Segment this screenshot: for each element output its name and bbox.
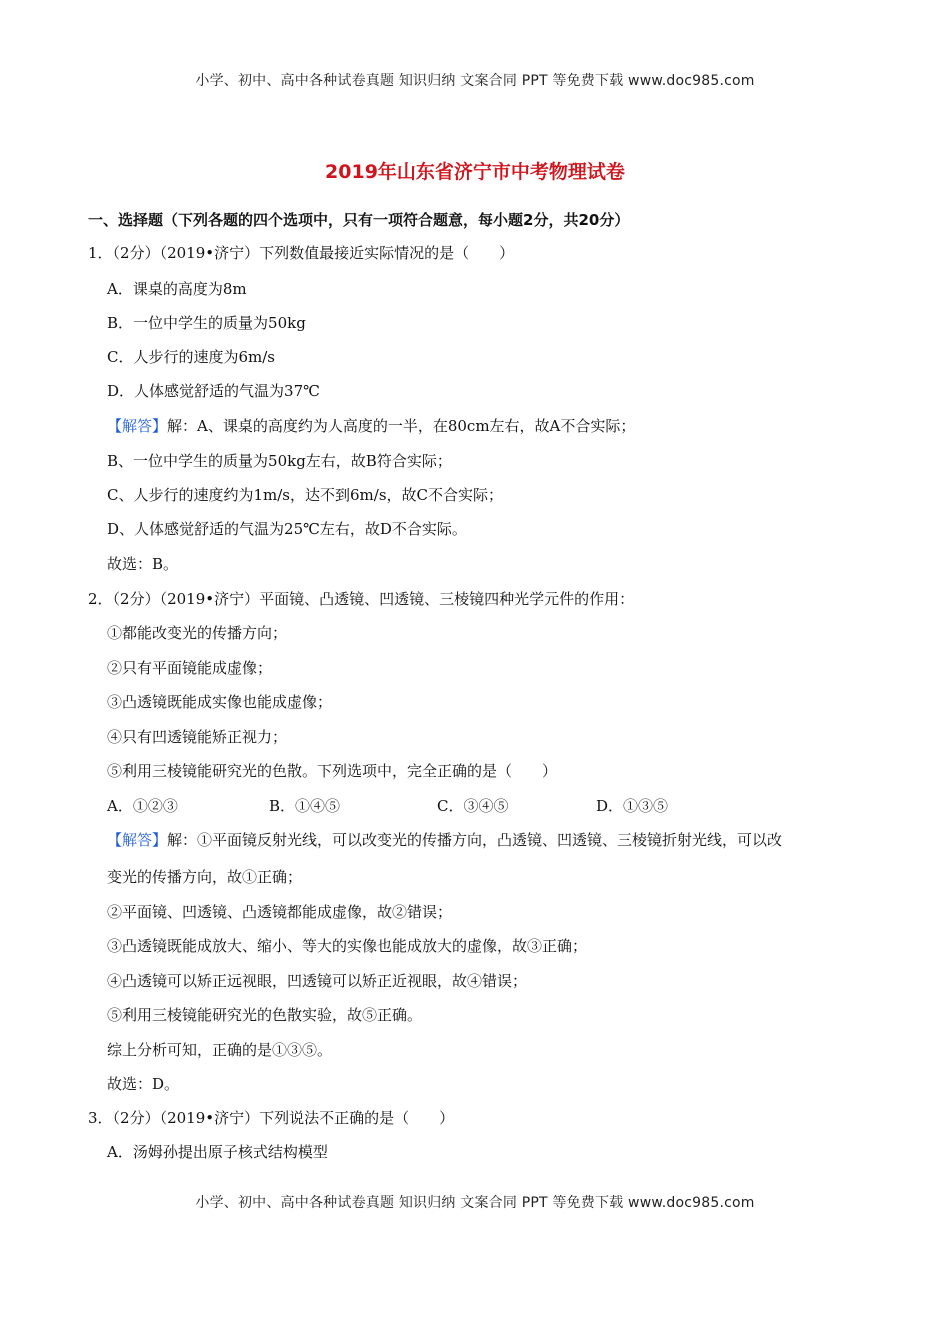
q1-solution-line-5: 故选：B。 (107, 555, 179, 573)
q2-statement-1: ①都能改变光的传播方向； (107, 624, 288, 642)
q1-solution-line-2: B、一位中学生的质量为50kg左右，故B符合实际； (107, 452, 452, 470)
q2-statement-2: ②只有平面镜能成虚像； (107, 659, 273, 677)
q2-solution-line-6: ⑤利用三棱镜能研究光的色散实验，故⑤正确。 (107, 1006, 423, 1024)
q2-statement-3: ③凸透镜既能成实像也能成虚像； (107, 693, 333, 711)
q2-option-a: A．①②③ (107, 797, 178, 815)
answer-tag: 【解答】 (107, 417, 168, 435)
q2-option-d: D．①③⑤ (596, 797, 669, 815)
q2-statement-5: ⑤利用三棱镜能研究光的色散。下列选项中，完全正确的是（ ） (107, 762, 558, 780)
q2-option-c: C．③④⑤ (437, 797, 509, 815)
q1-option-a: A．课桌的高度为8m (107, 280, 247, 298)
q2-solution-text: 解：①平面镜反射光线，可以改变光的传播方向，凸透镜、凹透镜、三棱镜折射光线，可以改 (167, 831, 783, 849)
q2-solution-line-4: ③凸透镜既能成放大、缩小、等大的实像也能成放大的虚像，故③正确； (107, 937, 588, 955)
page-footer: 小学、初中、高中各种试卷真题 知识归纳 文案合同 PPT 等免费下载 www.doc985.com (195, 1195, 755, 1211)
question-2-stem: 2．（2分）（2019•济宁）平面镜、凸透镜、凹透镜、三棱镜四种光学元件的作用： (88, 590, 635, 608)
page-header: 小学、初中、高中各种试卷真题 知识归纳 文案合同 PPT 等免费下载 www.doc985.com (195, 73, 755, 89)
question-1-stem: 1．（2分）（2019•济宁）下列数值最接近实际情况的是（ ） (88, 244, 515, 262)
answer-tag: 【解答】 (107, 831, 168, 849)
q2-option-b: B．①④⑤ (269, 797, 341, 815)
q1-option-c: C．人步行的速度为6m/s (107, 348, 275, 366)
section-heading: 一、选择题（下列各题的四个选项中，只有一项符合题意，每小题2分，共20分） (88, 211, 630, 229)
q2-statement-4: ④只有凹透镜能矫正视力； (107, 728, 288, 746)
q1-solution-line-3: C、人步行的速度约为1m/s，达不到6m/s，故C不合实际； (107, 486, 503, 504)
q2-solution-line-1 (107, 830, 782, 850)
q2-solution-line-8: 故选：D。 (107, 1075, 180, 1093)
q1-solution-text: 解：A、课桌的高度约为人高度的一半，在80cm左右，故A不合实际； (167, 417, 636, 435)
q2-solution-line-3: ②平面镜、凹透镜、凸透镜都能成虚像，故②错误； (107, 903, 453, 921)
q1-option-d: D．人体感觉舒适的气温为37℃ (107, 382, 320, 400)
q2-options-row (107, 796, 807, 816)
page-title: 2019年山东省济宁市中考物理试卷 (325, 161, 625, 183)
q3-option-a: A．汤姆孙提出原子核式结构模型 (107, 1143, 328, 1161)
q1-option-b: B．一位中学生的质量为50kg (107, 314, 306, 332)
q1-solution-line-4: D、人体感觉舒适的气温为25℃左右，故D不合实际。 (107, 520, 467, 538)
question-3-stem: 3．（2分）（2019•济宁）下列说法不正确的是（ ） (88, 1109, 455, 1127)
q2-solution-line-7: 综上分析可知，正确的是①③⑤。 (107, 1041, 333, 1059)
q2-solution-line-5: ④凸透镜可以矫正远视眼，凹透镜可以矫正近视眼，故④错误； (107, 972, 528, 990)
q2-solution-line-2: 变光的传播方向，故①正确； (107, 868, 303, 886)
q1-solution-line-1 (107, 416, 635, 436)
